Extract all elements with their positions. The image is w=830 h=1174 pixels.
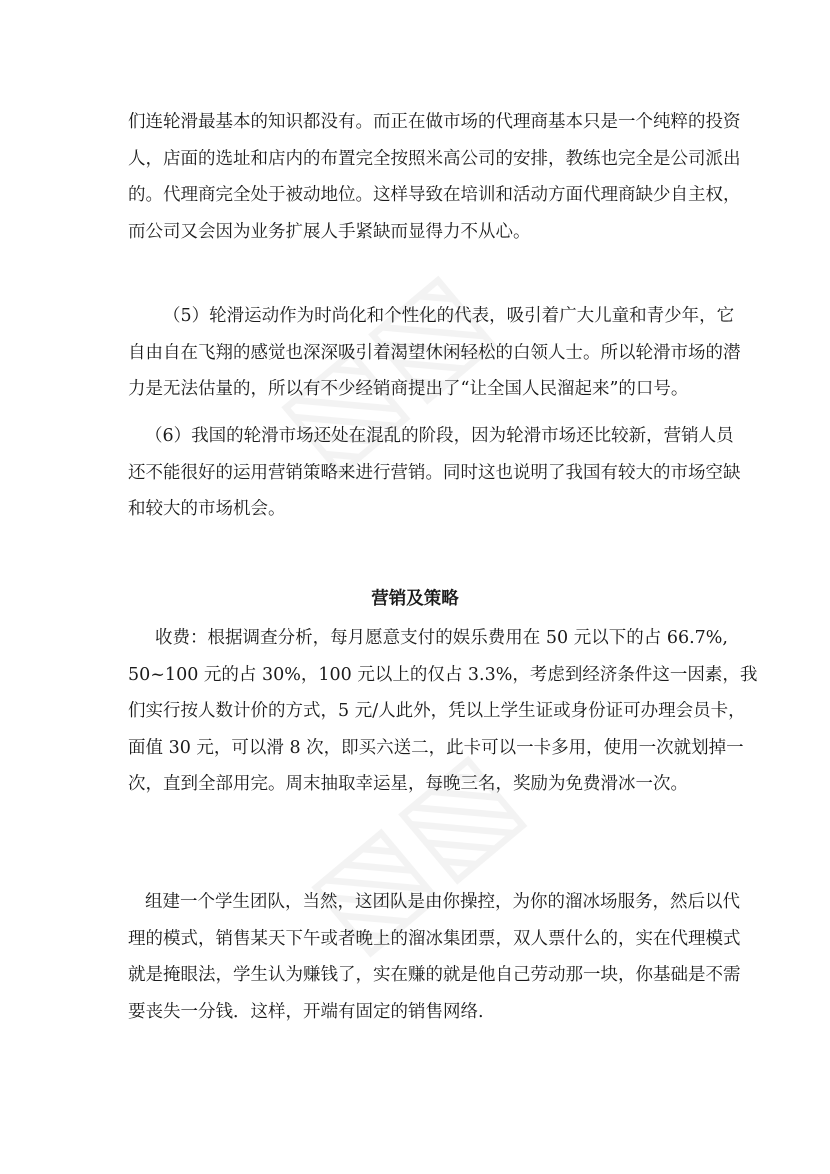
- text-line: 还不能很好的运用营销策略来进行营销。同时这也说明了我国有较大的市场空缺: [128, 462, 741, 483]
- text-line: 收费：根据调查分析，每月愿意支付的娱乐费用在 50 元以下的占 66.7%,: [155, 628, 728, 648]
- text-line: 而公司又会因为业务扩展人手紧缺而显得力不从心。: [128, 221, 531, 242]
- text-line: 就是掩眼法，学生认为赚钱了，实在赚的就是他自己劳动那一块，你基础是不需: [128, 965, 741, 985]
- pricing-paragraph: [128, 620, 758, 803]
- text-line: 组建一个学生团队，当然，这团队是由你操控，为你的溜冰场服务，然后以代: [145, 892, 740, 912]
- text-line: （5）轮滑运动作为时尚化和个性化的代表，吸引着广大儿童和青少年，它: [163, 306, 735, 326]
- continuation-paragraph: [128, 104, 741, 250]
- text-line: 自由自在飞翔的感觉也深深吸引着渴望休闲轻松的白领人士。所以轮滑市场的潜: [128, 342, 741, 363]
- text-line: 和较大的市场机会。: [128, 499, 286, 519]
- point-5-paragraph: [128, 298, 741, 408]
- text-line: （6）我国的轮滑市场还处在混乱的阶段，因为轮滑市场还比较新，营销人员: [145, 426, 734, 446]
- text-line: 人，店面的选址和店内的布置完全按照米高公司的安排，教练也完全是公司派出: [128, 148, 741, 169]
- team-paragraph: [128, 884, 741, 1030]
- section-heading: 营销及策略: [371, 589, 459, 609]
- text-line: 50~100 元的占 30%，100 元以上的仅占 3.3%，考虑到经济条件这一因素，我: [128, 664, 758, 685]
- text-line: 理的模式，销售某天下午或者晚上的溜冰集团票，双人票什么的，实在代理模式: [128, 928, 741, 949]
- text-line: 力是无法估量的，所以有不少经销商提出了“让全国人民溜起来”的口号。: [128, 379, 689, 399]
- text-line: 的。代理商完全处于被动地位。这样导致在培训和活动方面代理商缺少自主权，: [128, 185, 741, 205]
- text-line: 们实行按人数计价的方式，5 元/人此外，凭以上学生证或身份证可办理会员卡，: [128, 701, 746, 721]
- text-line: 次，直到全部用完。周末抽取幸运星，每晚三名，奖励为免费滑冰一次。: [128, 774, 688, 794]
- text-line: 们连轮滑最基本的知识都没有。而正在做市场的代理商基本只是一个纯粹的投资: [128, 112, 741, 132]
- text-line: 要丧失一分钱．这样，开端有固定的销售网络.: [128, 1001, 484, 1022]
- text-line: 面值 30 元，可以滑 8 次，即买六送二，此卡可以一卡多用，使用一次就划掉一: [128, 737, 744, 758]
- point-6-paragraph: [128, 418, 741, 528]
